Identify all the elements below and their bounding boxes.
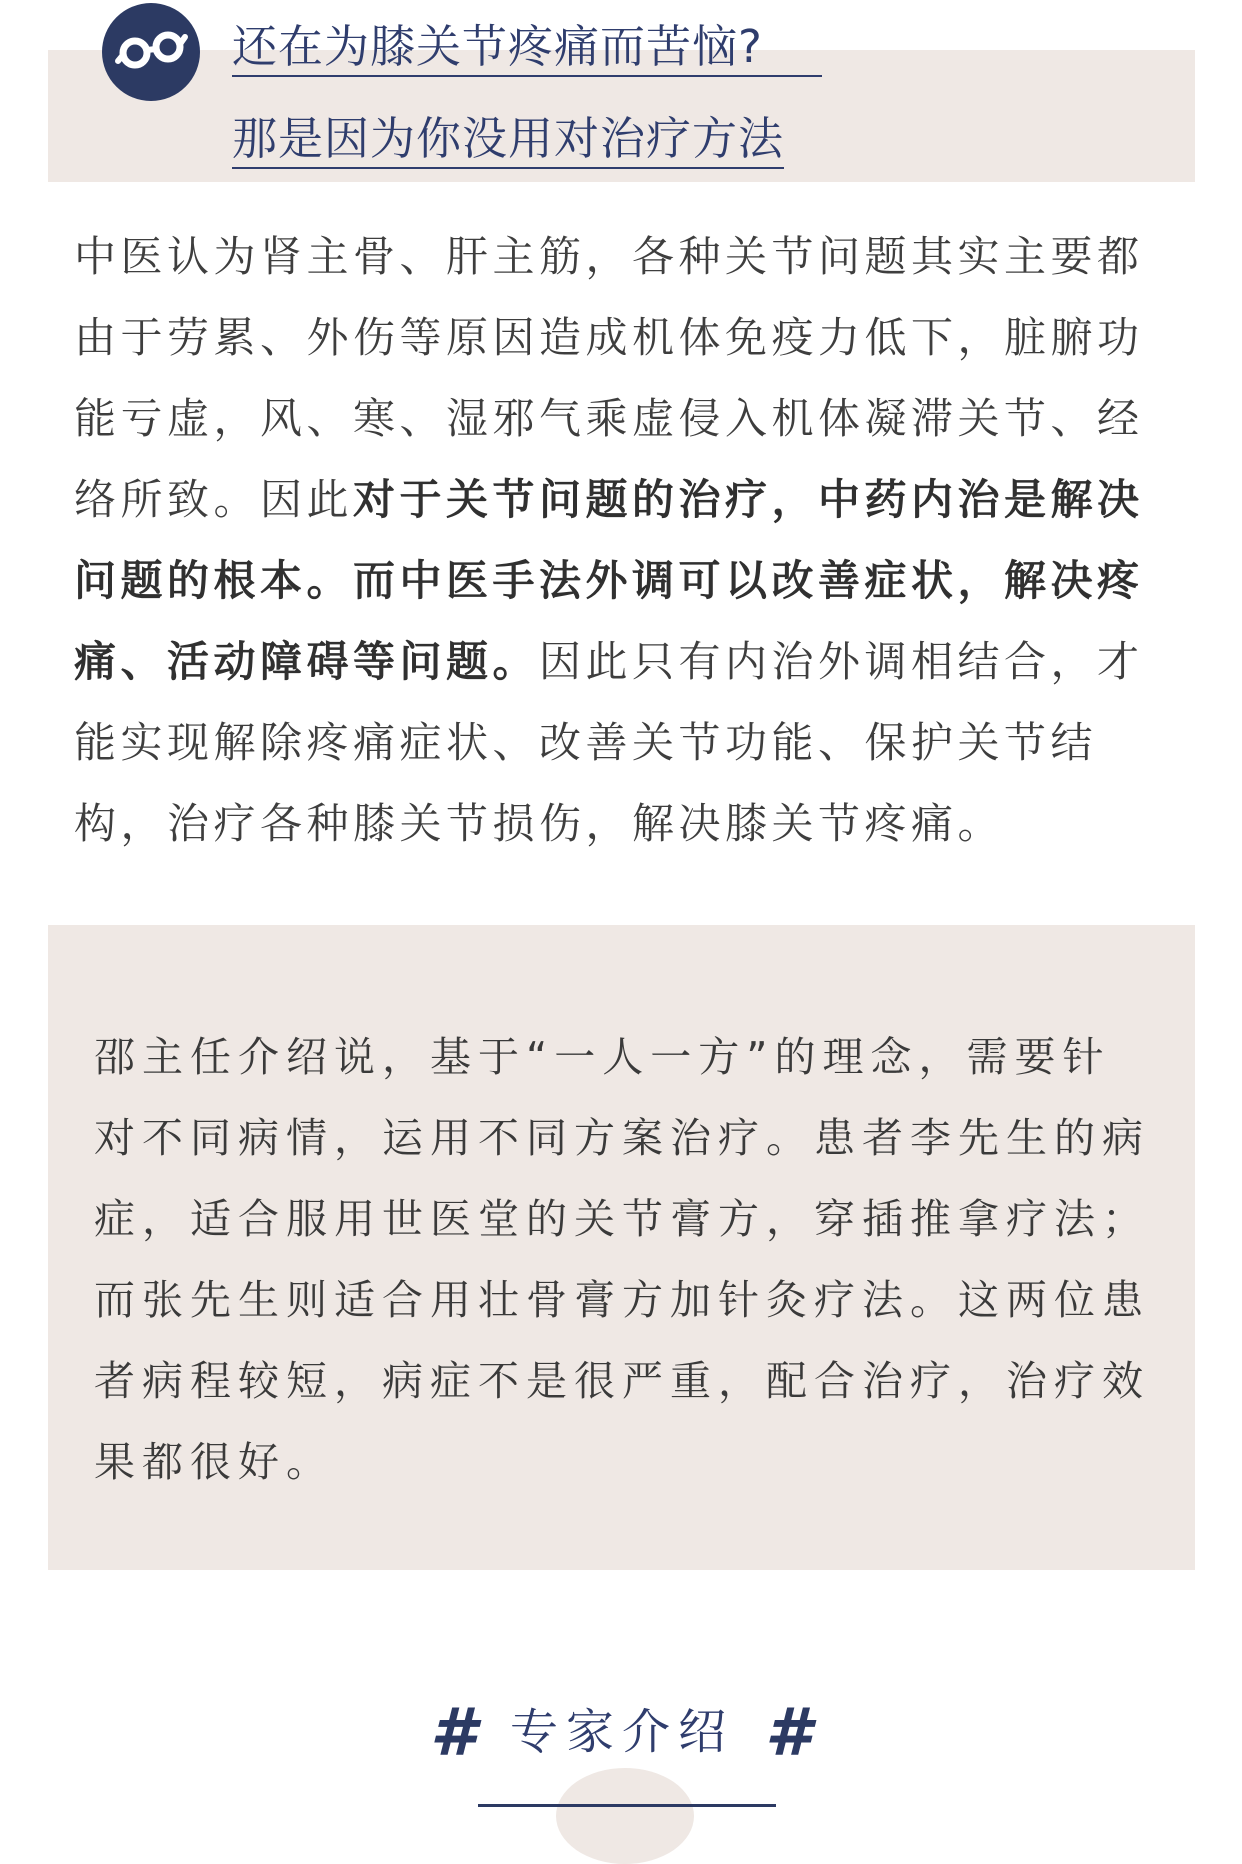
hash-left-icon: #	[430, 1694, 476, 1771]
header-badge	[102, 3, 200, 101]
section-title: 专家介绍	[510, 1704, 735, 1760]
section-heading	[0, 1694, 1242, 1860]
article-text-intro: 中医认为肾主骨、肝主筋，各种关节问题其实主要都由于劳累、外伤等原因造成机体免疫力低下，脏腑功能亏虚，风、寒、湿邪气乘虚侵入机体凝滞关节、经络所致。因此	[74, 232, 1144, 524]
section-title-underline	[478, 1804, 776, 1807]
quote-box	[48, 925, 1195, 1570]
article-paragraph	[74, 216, 1174, 856]
hash-right-icon: #	[765, 1694, 811, 1771]
glasses-icon	[102, 3, 200, 101]
header-title-line1: 还在为膝关节疼痛而苦恼?	[232, 24, 822, 77]
quote-text: 邵主任介绍说，基于“一人一方”的理念，需要针对不同病情，运用不同方案治疗。患者李先生的病症，适合服用世医堂的关节膏方，穿插推拿疗法；而张先生则适合用壮骨膏方加针灸疗法。这两位患者病程较短，病症不是很严重，配合治疗，治疗效果都很好。	[94, 1033, 1150, 1486]
heading-decoration-blob	[556, 1768, 694, 1864]
article-text-conclusion: 因此只有内治外调相结合，才能实现解除疼痛症状、改善关节功能、保护关节结构，治疗各种膝关节损伤，解决膝关节疼痛。	[74, 637, 1144, 848]
article-text-emphasis: 对于关节问题的治疗，中药内治是解决问题的根本。而中医手法外调可以改善症状，解决疼痛、活动障碍等问题。	[74, 475, 1144, 686]
header-title-line2: 那是因为你没用对治疗方法	[232, 116, 784, 169]
